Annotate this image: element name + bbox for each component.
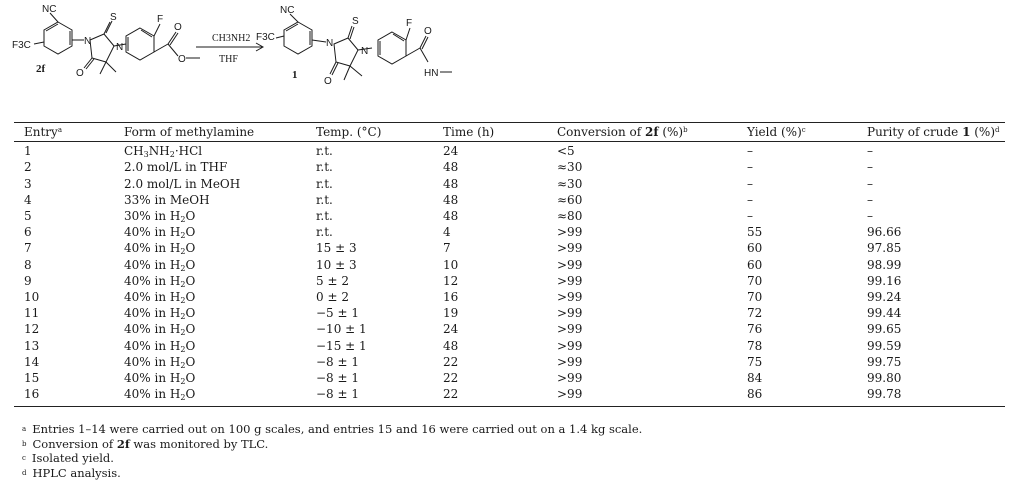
reactant-ester-o-label: O — [178, 54, 186, 65]
cell-yield: 70 — [747, 273, 763, 288]
cell-form: 40% in $H_2O$ — [124, 225, 196, 241]
cell-entry: 1 — [24, 144, 32, 159]
cell-form: 40% in $H_2O$ — [124, 306, 196, 322]
cell-time: 22 — [443, 371, 459, 386]
header-temp: Temp. (°C) — [306, 123, 433, 142]
table-row — [14, 372, 1005, 388]
cell-purity: 96.66 — [867, 225, 902, 240]
product-carbonyl-o-label: O — [424, 26, 432, 37]
cell-purity: 99.78 — [857, 388, 1005, 407]
cell-temp: r.t. — [316, 160, 333, 175]
cell-conversion: ≈60 — [557, 192, 583, 207]
cell-conversion: >99 — [557, 257, 583, 272]
cell-entry: 16 — [14, 388, 114, 407]
cell-entry: 14 — [24, 354, 40, 369]
cell-form: 40% in $H_2O$ — [124, 257, 196, 273]
product-nc-label: NC — [280, 5, 295, 16]
table-row — [14, 388, 1005, 407]
cell-conversion: ≈30 — [557, 176, 583, 191]
cell-temp: 0 ± 2 — [316, 290, 349, 305]
cell-entry: 2 — [24, 160, 32, 175]
cell-entry: 3 — [24, 176, 32, 191]
cell-temp: 10 ± 3 — [316, 257, 357, 272]
table-row — [14, 356, 1005, 372]
cell-conversion: >99 — [557, 322, 583, 337]
table-body — [14, 142, 1005, 407]
product-n2-label: N — [361, 46, 369, 57]
reactant-f-label: F — [157, 14, 164, 25]
reactant-o-label: O — [76, 68, 84, 79]
product-hn-label: HN — [424, 68, 439, 79]
cell-form: 40% in $H_2O$ — [124, 371, 196, 387]
cell-purity: 99.65 — [867, 322, 902, 337]
footnote: $^d$ HPLC analysis. — [22, 465, 121, 480]
reactant-thiohydantoin-ring — [90, 34, 114, 62]
footnote: $^c$ Isolated yield. — [22, 451, 114, 465]
cell-entry: 13 — [24, 338, 40, 353]
cell-purity: – — [867, 176, 873, 191]
footnotes — [22, 422, 642, 480]
header-form: Form of methylamine — [114, 123, 306, 142]
cell-temp: −8 ± 1 — [306, 388, 433, 407]
table-row — [14, 323, 1005, 339]
reactant-s-label: S — [110, 12, 117, 23]
cell-form: 2.0 mol/L in THF — [124, 160, 228, 175]
footnote: $^b$ Conversion of 2f was monitored by TLC. — [22, 436, 269, 451]
cell-time: 4 — [443, 225, 451, 240]
cell-entry: 4 — [24, 192, 32, 207]
cell-purity: – — [867, 209, 873, 224]
cell-form: 40% in $H_2O$ — [114, 388, 306, 407]
cell-temp: r.t. — [316, 144, 333, 159]
reactant-n1-label: N — [84, 36, 92, 47]
cell-form: 40% in $H_2O$ — [124, 354, 196, 370]
cell-form: 40% in $H_2O$ — [124, 338, 196, 354]
cell-conversion: >99 — [557, 306, 583, 321]
cell-entry: 10 — [24, 290, 40, 305]
cell-conversion: >99 — [547, 388, 737, 407]
cell-yield: 75 — [747, 354, 763, 369]
cell-temp: r.t. — [316, 192, 333, 207]
cell-entry: 5 — [24, 209, 32, 224]
cell-yield: 60 — [747, 257, 763, 272]
cell-temp: −10 ± 1 — [316, 322, 367, 337]
table-row — [14, 259, 1005, 275]
cell-entry: 6 — [24, 225, 32, 240]
cell-purity: 98.99 — [867, 257, 902, 272]
cell-entry: 7 — [24, 241, 32, 256]
cell-time: 19 — [443, 306, 459, 321]
cell-temp: −8 ± 1 — [316, 354, 360, 369]
cell-purity: – — [867, 192, 873, 207]
cell-conversion: >99 — [557, 290, 583, 305]
cell-form: 2.0 mol/L in MeOH — [124, 176, 241, 191]
cell-entry: 11 — [24, 306, 40, 321]
cell-entry: 12 — [24, 322, 40, 337]
reactant-carbonyl-o-label: O — [174, 22, 182, 33]
table-row — [14, 226, 1005, 242]
table-row — [14, 242, 1005, 258]
reactant-aryl-ring-1 — [44, 22, 72, 54]
cell-temp: −8 ± 1 — [316, 371, 360, 386]
cell-time: 24 — [443, 322, 459, 337]
cell-temp: r.t. — [316, 209, 333, 224]
cell-purity: 99.44 — [867, 306, 902, 321]
cell-time: 48 — [443, 192, 459, 207]
cell-yield: 84 — [747, 371, 763, 386]
footnote: $^a$ Entries 1–14 were carried out on 100 g scales, and entries 15 and 16 were carried out on a 1.4 kg scale. — [22, 422, 643, 436]
header-time: Time (h) — [433, 123, 547, 142]
cell-conversion: >99 — [557, 354, 583, 369]
header-purity: Purity of crude 1 (%)$^d$ — [857, 123, 1005, 142]
cell-temp: 5 ± 2 — [316, 273, 349, 288]
table-row — [14, 291, 1005, 307]
cell-conversion: >99 — [557, 241, 583, 256]
optimization-table — [14, 122, 1005, 407]
cell-purity: 99.80 — [867, 371, 902, 386]
cell-form: 40% in $H_2O$ — [124, 273, 196, 289]
cell-form: 40% in $H_2O$ — [124, 322, 196, 338]
cell-entry: 8 — [24, 257, 32, 272]
cell-temp: −5 ± 1 — [316, 306, 360, 321]
cell-time: 48 — [443, 176, 459, 191]
cell-temp: −15 ± 1 — [316, 338, 367, 353]
header-conversion: Conversion of 2f (%)$^b$ — [547, 123, 737, 142]
table-row — [14, 275, 1005, 291]
cell-conversion: ≈80 — [557, 209, 583, 224]
cell-time: 22 — [443, 354, 459, 369]
cell-form: 33% in MeOH — [124, 192, 210, 207]
cell-yield: – — [747, 176, 753, 191]
cell-purity: 97.85 — [867, 241, 902, 256]
cell-time: 12 — [443, 273, 459, 288]
cell-yield: 55 — [747, 225, 763, 240]
cell-time: 16 — [443, 290, 459, 305]
cell-purity: 99.75 — [867, 354, 902, 369]
table-row — [14, 340, 1005, 356]
table-row — [14, 142, 1005, 162]
cell-conversion: >99 — [557, 338, 583, 353]
cell-temp: r.t. — [316, 225, 333, 240]
product-o-label: O — [324, 76, 332, 87]
cell-temp: 15 ± 3 — [316, 241, 357, 256]
table-header-row — [14, 123, 1005, 142]
cell-time: 7 — [443, 241, 451, 256]
cell-form: $CH_3NH_2\cdot HCl$ — [124, 144, 203, 160]
cell-time: 48 — [443, 209, 459, 224]
table-row — [14, 307, 1005, 323]
product-f-label: F — [406, 18, 413, 29]
cell-time: 22 — [433, 388, 547, 407]
cell-purity: – — [867, 144, 873, 159]
cell-yield: 86 — [737, 388, 857, 407]
product-aryl-ring-1 — [284, 22, 312, 54]
cell-purity: 99.16 — [867, 273, 902, 288]
header-yield: Yield (%)$^c$ — [737, 123, 857, 142]
cell-conversion: >99 — [557, 225, 583, 240]
table-row — [14, 210, 1005, 226]
reactant-nc-label: NC — [42, 4, 57, 15]
solvent-label: THF — [219, 54, 238, 65]
cell-purity: 99.59 — [867, 338, 902, 353]
cell-temp: r.t. — [316, 176, 333, 191]
cell-time: 10 — [443, 257, 459, 272]
cell-yield: 70 — [747, 290, 763, 305]
product-thiohydantoin-ring — [334, 38, 358, 66]
cell-purity: – — [867, 160, 873, 175]
cell-yield: 78 — [747, 338, 763, 353]
cell-conversion: >99 — [557, 273, 583, 288]
cell-form: 30% in $H_2O$ — [124, 209, 196, 225]
cell-conversion: <5 — [557, 144, 575, 159]
cell-yield: 76 — [747, 322, 763, 337]
cell-entry: 15 — [24, 371, 40, 386]
cell-yield: 72 — [747, 306, 763, 321]
table-row — [14, 178, 1005, 194]
reaction-scheme-drawing — [0, 0, 1019, 112]
product-f3c-label: F3C — [256, 32, 275, 43]
product-aryl-ring-2 — [378, 32, 406, 64]
cell-form: 40% in $H_2O$ — [124, 290, 196, 306]
reactant-n2-label: N — [116, 42, 124, 53]
cell-yield: – — [747, 160, 753, 175]
cell-time: 48 — [443, 338, 459, 353]
cell-time: 24 — [443, 144, 459, 159]
cell-conversion: ≈30 — [557, 160, 583, 175]
header-entry: Entry$^a$ — [14, 123, 114, 142]
table-row — [14, 161, 1005, 177]
cell-time: 48 — [443, 160, 459, 175]
cell-yield: – — [747, 209, 753, 224]
product-s-label: S — [352, 16, 359, 27]
cell-yield: 60 — [747, 241, 763, 256]
reagent-label: CH3NH2 — [212, 33, 251, 44]
product-compound-label: 1 — [292, 69, 298, 81]
cell-form: 40% in $H_2O$ — [124, 241, 196, 257]
reactant-compound-label: 2f — [36, 63, 46, 75]
product-n1-label: N — [326, 38, 334, 49]
cell-purity: 99.24 — [867, 290, 902, 305]
reactant-f3c-label: F3C — [12, 40, 31, 51]
table-row — [14, 194, 1005, 210]
cell-entry: 9 — [24, 273, 32, 288]
reactant-aryl-ring-2 — [126, 28, 154, 60]
cell-yield: – — [747, 144, 753, 159]
cell-conversion: >99 — [557, 371, 583, 386]
reaction-scheme — [0, 0, 1019, 112]
cell-yield: – — [747, 192, 753, 207]
